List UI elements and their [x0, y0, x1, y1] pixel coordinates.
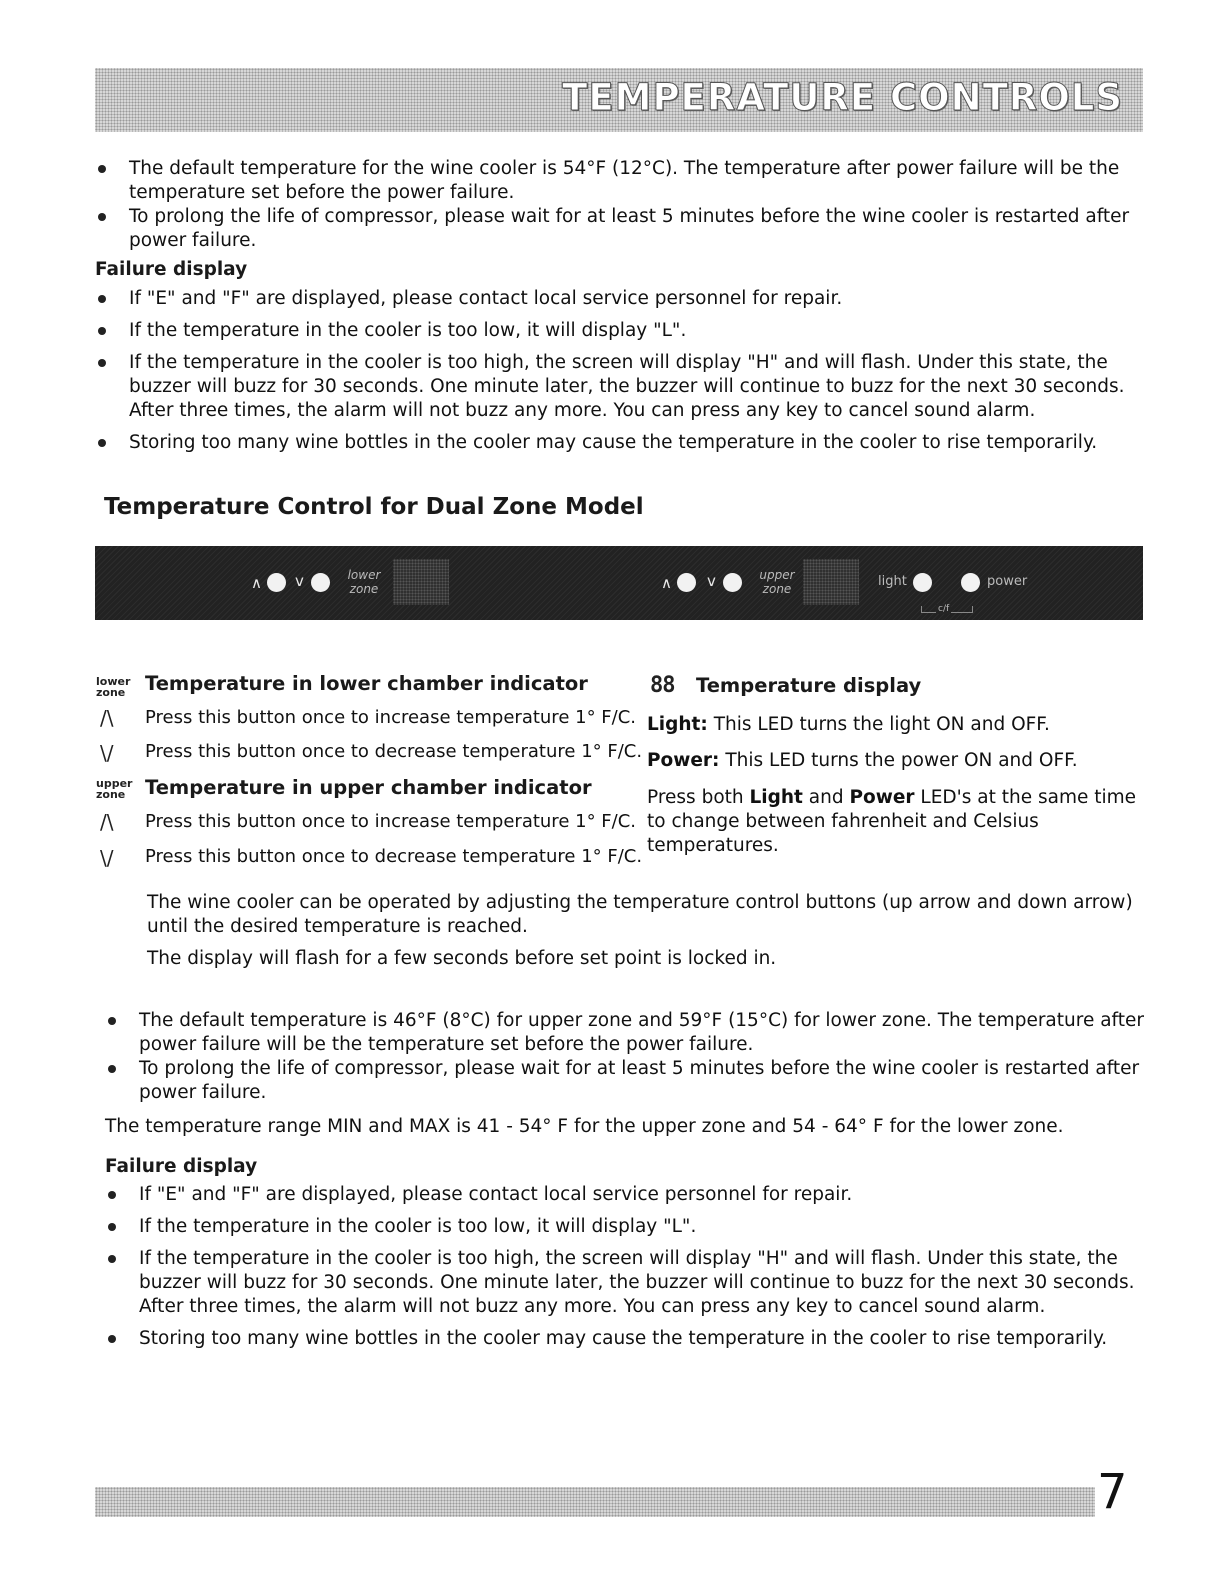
list-item: Storing too many wine bottles in the cooler may cause the temperature in the cooler to rise temporarily. [105, 1327, 1135, 1351]
light-label: light [878, 574, 907, 589]
bullet-icon [98, 327, 106, 335]
light-button [913, 573, 932, 592]
lower-zone-display [393, 559, 449, 605]
lower-increase-text: Press this button once to increase temperature 1° F/C. [145, 707, 636, 728]
cf-label: c/f [938, 604, 950, 614]
upper-zone-icon: upper zone [96, 777, 133, 801]
bullet-icon [98, 439, 106, 447]
failure-display-list [105, 1183, 1135, 1351]
bullet-icon [108, 1255, 116, 1263]
power-button [961, 573, 980, 592]
bullet-icon [98, 359, 106, 367]
up-arrow-icon: ∧ [661, 574, 672, 592]
bullet-icon [108, 1223, 116, 1231]
power-description: Power: This LED turns the power ON and OFF. [647, 750, 1078, 771]
upper-decrease-text: Press this button once to decrease temperature 1° F/C. [145, 846, 643, 867]
bullet-icon [98, 295, 106, 303]
failure-display-heading: Failure display [105, 1156, 258, 1177]
upper-zone-label: upper zone [759, 568, 795, 596]
control-panel-diagram [95, 546, 1143, 620]
list-item: If the temperature in the cooler is too low, it will display "L". [95, 319, 1135, 343]
upper-down-button [723, 573, 742, 592]
down-arrow-icon: \/ [100, 846, 114, 870]
bullet-icon [98, 165, 106, 173]
list-item: To prolong the life of compressor, please wait for at least 5 minutes before the wine cooler is restarted after power failure. [105, 1057, 1145, 1105]
dual-zone-bullet-list [105, 1009, 1145, 1105]
bullet-icon [108, 1335, 116, 1343]
up-arrow-icon: /\ [100, 810, 114, 834]
down-arrow-icon: \/ [100, 741, 114, 765]
list-item: If the temperature in the cooler is too high, the screen will display "H" and will flash. Under this state, the buzzer will buzz for 30 seconds. One minute later, the buzzer will continue to buzz for the next 30 seconds. After three times, the alarm will not buzz any more. You can press any key to cancel sound alarm. [95, 351, 1135, 423]
temperature-display-icon: 88 [650, 673, 675, 698]
general-bullet-list [95, 157, 1145, 253]
temperature-range-text: The temperature range MIN and MAX is 41 - 54° F for the upper zone and 54 - 64° F for the lower zone. [105, 1116, 1064, 1137]
lower-chamber-heading: Temperature in lower chamber indicator [145, 672, 588, 695]
power-label: power [987, 574, 1028, 589]
up-arrow-icon: ∧ [251, 574, 262, 592]
bullet-icon [108, 1191, 116, 1199]
lower-down-button [311, 573, 330, 592]
upper-zone-display [803, 559, 859, 605]
list-item: To prolong the life of compressor, please wait for at least 5 minutes before the wine cooler is restarted after power failure. [95, 205, 1145, 253]
failure-display-list [95, 287, 1135, 455]
up-arrow-icon: /\ [100, 706, 114, 730]
page-number: 7 [1097, 1464, 1128, 1520]
list-item: Storing too many wine bottles in the cooler may cause the temperature in the cooler to rise temporarily. [95, 431, 1135, 455]
lower-zone-label: lower zone [347, 568, 381, 596]
bullet-icon [98, 213, 106, 221]
light-power-combo-description: Press both Light and Power LED's at the same time to change between fahrenheit and Celsius temperatures. [647, 787, 1137, 856]
list-item: The default temperature for the wine cooler is 54°F (12°C). The temperature after power failure will be the temperature set before the power failure. [95, 157, 1145, 205]
footer-bar [95, 1487, 1095, 1517]
upper-up-button [677, 573, 696, 592]
failure-display-heading: Failure display [95, 259, 248, 280]
upper-increase-text: Press this button once to increase temperature 1° F/C. [145, 811, 636, 832]
lower-up-button [267, 573, 286, 592]
display-flash-paragraph: The display will flash for a few seconds before set point is locked in. [147, 948, 777, 969]
upper-chamber-heading: Temperature in upper chamber indicator [145, 776, 592, 799]
light-label: Light: [647, 714, 708, 735]
light-description: Light: This LED turns the light ON and OFF. [647, 714, 1050, 735]
list-item: If "E" and "F" are displayed, please contact local service personnel for repair. [105, 1183, 1135, 1207]
bullet-icon [108, 1017, 116, 1025]
bullet-icon [108, 1065, 116, 1073]
power-label: Power: [647, 750, 720, 771]
lower-zone-icon: lower zone [96, 675, 131, 699]
list-item: If the temperature in the cooler is too low, it will display "L". [105, 1215, 1135, 1239]
list-item: If the temperature in the cooler is too high, the screen will display "H" and will flash. Under this state, the buzzer will buzz for 30 seconds. One minute later, the buzzer will continue to buzz for the next 30 seconds. After three times, the alarm will not buzz any more. You can press any key to cancel sound alarm. [105, 1247, 1135, 1319]
temperature-display-heading: Temperature display [696, 674, 922, 697]
down-arrow-icon: v [295, 572, 304, 590]
lower-decrease-text: Press this button once to decrease temperature 1° F/C. [145, 741, 643, 762]
list-item: The default temperature is 46°F (8°C) for upper zone and 59°F (15°C) for lower zone. The temperature after power failure will be the temperature set before the power failure. [105, 1009, 1145, 1057]
down-arrow-icon: v [707, 572, 716, 590]
header-bar [95, 68, 1143, 132]
dual-zone-section-title: Temperature Control for Dual Zone Model [104, 494, 644, 520]
operation-paragraph: The wine cooler can be operated by adjusting the temperature control buttons (up arrow and down arrow) until the desired temperature is reached. [147, 892, 1133, 937]
page-title: TEMPERATURE CONTROLS [562, 76, 1123, 119]
list-item: If "E" and "F" are displayed, please contact local service personnel for repair. [95, 287, 1135, 311]
